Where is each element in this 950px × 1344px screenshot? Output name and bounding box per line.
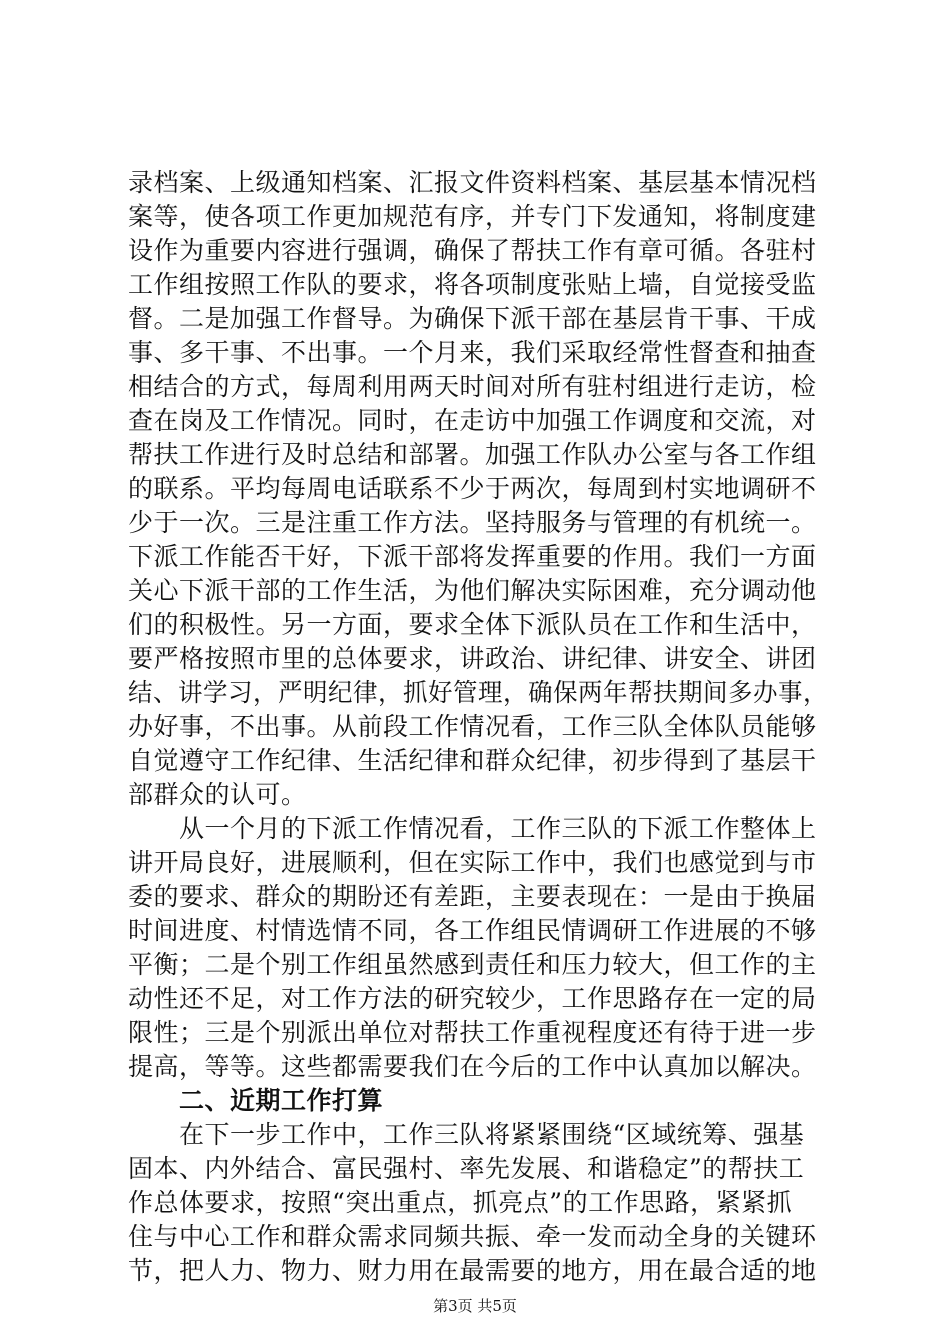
body-line: 们的积极性。另一方面，要求全体下派队员在工作和生活中， bbox=[128, 610, 817, 639]
body-line: 作总体要求，按照“突出重点，抓亮点”的工作思路，紧紧抓 bbox=[128, 1188, 793, 1217]
body-line: 在下一步工作中，工作三队将紧紧围绕“区域统筹、强基 bbox=[128, 1120, 805, 1149]
body-line: 讲开局良好，进展顺利，但在实际工作中，我们也感觉到与市 bbox=[128, 848, 817, 877]
body-line: 少于一次。三是注重工作方法。坚持服务与管理的有机统一。 bbox=[128, 508, 817, 537]
body-line: 部群众的认可。 bbox=[128, 780, 307, 809]
body-line: 相结合的方式，每周利用两天时间对所有驻村组进行走访，检 bbox=[128, 372, 817, 401]
section-heading: 二、近期工作打算 bbox=[128, 1086, 384, 1115]
body-line: 要严格按照市里的总体要求，讲政治、讲纪律、讲安全、讲团 bbox=[128, 644, 817, 673]
body-line: 住与中心工作和群众需求同频共振、牵一发而动全身的关键环 bbox=[128, 1222, 817, 1251]
body-line: 设作为重要内容进行强调，确保了帮扶工作有章可循。各驻村 bbox=[128, 236, 817, 265]
body-line: 平衡；二是个别工作组虽然感到责任和压力较大，但工作的主 bbox=[128, 950, 817, 979]
body-line: 结、讲学习，严明纪律，抓好管理，确保两年帮扶期间多办事， bbox=[128, 678, 829, 707]
body-line: 事、多干事、不出事。一个月来，我们采取经常性督查和抽查 bbox=[128, 338, 817, 367]
body-line: 委的要求、群众的期盼还有差距，主要表现在：一是由于换届 bbox=[128, 882, 817, 911]
body-line: 下派工作能否干好，下派干部将发挥重要的作用。我们一方面 bbox=[128, 542, 817, 571]
body-line: 从一个月的下派工作情况看，工作三队的下派工作整体上 bbox=[128, 814, 817, 843]
body-line: 动性还不足，对工作方法的研究较少，工作思路存在一定的局 bbox=[128, 984, 817, 1013]
page-number-footer: 第3页 共5页 bbox=[433, 1297, 517, 1315]
body-line: 节，把人力、物力、财力用在最需要的地方，用在最合适的地 bbox=[128, 1256, 817, 1285]
body-line: 关心下派干部的工作生活，为他们解决实际困难，充分调动他 bbox=[128, 576, 817, 605]
body-line: 固本、内外结合、富民强村、率先发展、和谐稳定”的帮扶工 bbox=[128, 1154, 805, 1183]
body-line: 提高，等等。这些都需要我们在今后的工作中认真加以解决。 bbox=[128, 1052, 817, 1081]
body-line: 办好事，不出事。从前段工作情况看，工作三队全体队员能够 bbox=[128, 712, 817, 741]
body-line: 时间进度、村情选情不同，各工作组民情调研工作进展的不够 bbox=[128, 916, 817, 945]
body-line: 自觉遵守工作纪律、生活纪律和群众纪律，初步得到了基层干 bbox=[128, 746, 817, 775]
body-line: 工作组按照工作队的要求，将各项制度张贴上墙，自觉接受监 bbox=[128, 270, 817, 299]
body-line: 督。二是加强工作督导。为确保下派干部在基层肯干事、干成 bbox=[128, 304, 817, 333]
body-line: 查在岗及工作情况。同时，在走访中加强工作调度和交流，对 bbox=[128, 406, 817, 435]
body-line: 帮扶工作进行及时总结和部署。加强工作队办公室与各工作组 bbox=[128, 440, 817, 469]
body-line: 案等，使各项工作更加规范有序，并专门下发通知，将制度建 bbox=[128, 202, 817, 231]
body-line: 限性；三是个别派出单位对帮扶工作重视程度还有待于进一步 bbox=[128, 1018, 817, 1047]
body-line: 的联系。平均每周电话联系不少于两次，每周到村实地调研不 bbox=[128, 474, 817, 503]
body-line: 录档案、上级通知档案、汇报文件资料档案、基层基本情况档 bbox=[128, 168, 817, 197]
